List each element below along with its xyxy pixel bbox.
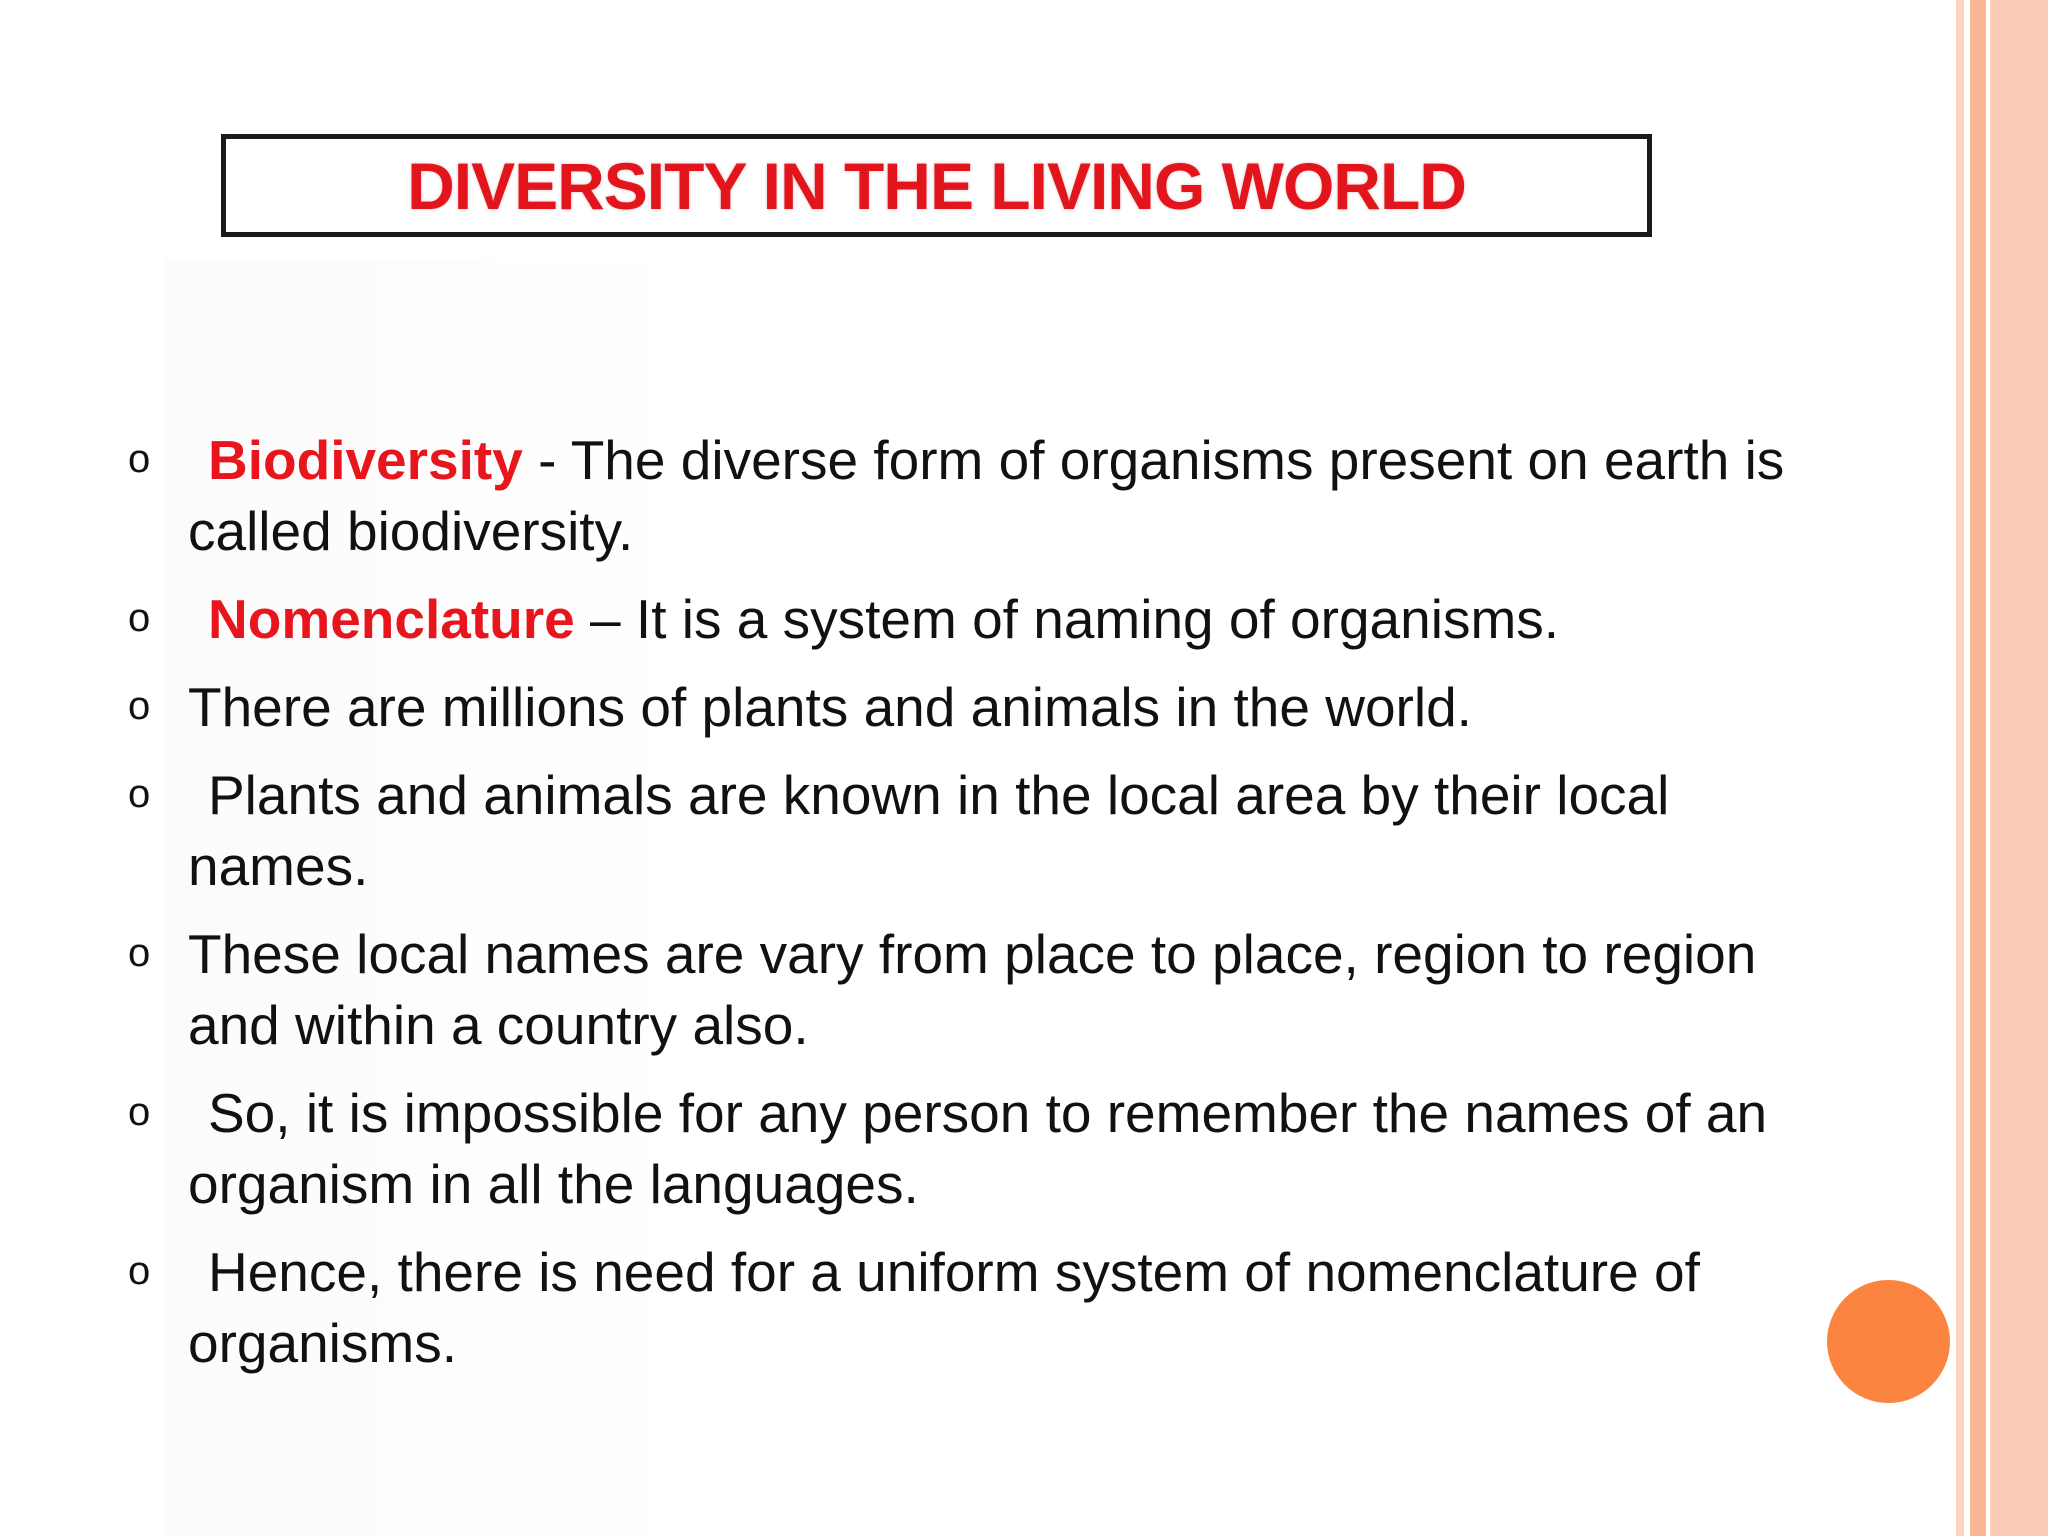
bullet-term: Nomenclature — [208, 588, 575, 650]
bullet-marker: o — [128, 596, 151, 640]
title-box — [221, 134, 1652, 237]
bullet-item — [128, 760, 1808, 902]
bullet-text: - The diverse form of organisms present on earth is called biodiversity. — [188, 429, 1785, 562]
bullet-item — [128, 1078, 1808, 1220]
bullet-term: Biodiversity — [208, 429, 523, 491]
decor-stripe — [1956, 0, 1964, 1536]
bullet-text: – It is a system of naming of organisms. — [574, 588, 1560, 650]
bullet-item-nomenclature — [128, 584, 1808, 655]
bullet-marker: o — [128, 1090, 151, 1134]
bullet-marker: o — [128, 1249, 151, 1293]
bullet-marker: o — [128, 772, 151, 816]
accent-circle — [1827, 1280, 1950, 1403]
bullet-text: These local names are vary from place to place, region to region and within a country also. — [188, 923, 1757, 1056]
bullet-text: There are millions of plants and animals in the world. — [188, 676, 1472, 738]
bullet-marker: o — [128, 931, 151, 975]
bullet-item — [128, 1237, 1808, 1379]
bullet-item-biodiversity — [128, 425, 1808, 567]
bullet-item — [128, 672, 1808, 743]
bullet-text: Plants and animals are known in the local area by their local names. — [188, 764, 1670, 897]
bullet-marker: o — [128, 437, 151, 481]
bullet-list — [128, 425, 1808, 1396]
bullet-text: Hence, there is need for a uniform system of nomenclature of organisms. — [188, 1241, 1700, 1374]
bullet-marker: o — [128, 684, 151, 728]
bullet-text: So, it is impossible for any person to remember the names of an organism in all the languages. — [188, 1082, 1768, 1215]
decor-stripe — [1970, 0, 1986, 1536]
slide-title: DIVERSITY IN THE LIVING WORLD — [407, 148, 1466, 223]
bullet-item — [128, 919, 1808, 1061]
decor-stripe — [1990, 0, 2048, 1536]
